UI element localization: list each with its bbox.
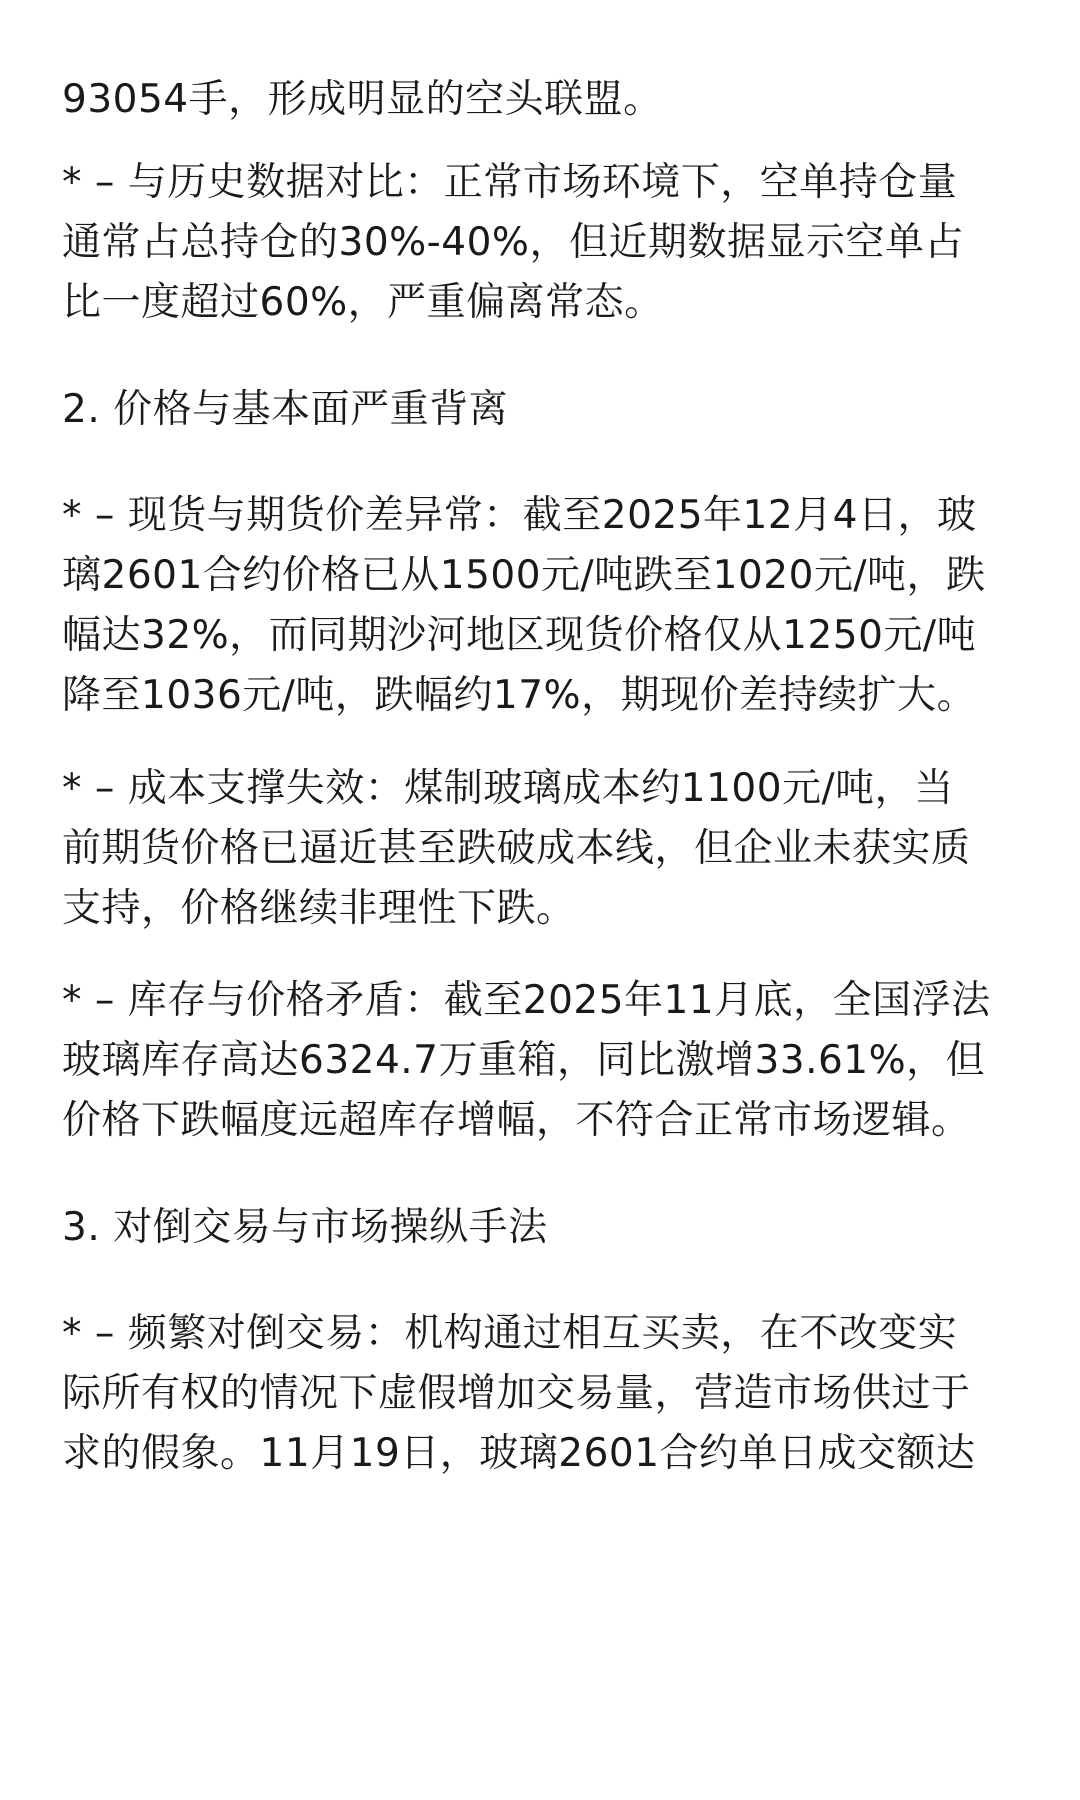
bullet-line: * – 现货与期货价差异常：截至2025年12月4日，玻 [62,493,977,538]
paragraph-line: 幅达32%，而同期沙河地区现货价格仅从1250元/吨 [62,613,977,658]
paragraph-line: 求的假象。11月19日，玻璃2601合约单日成交额达 [62,1431,976,1476]
bullet-line: * – 成本支撑失效：煤制玻璃成本约1100元/吨，当 [62,766,954,811]
paragraph-line: 璃2601合约价格已从1500元/吨跌至1020元/吨，跌 [62,553,986,598]
paragraph-line: 玻璃库存高达6324.7万重箱，同比激增33.61%，但 [62,1038,986,1083]
paragraph-line: 降至1036元/吨，跌幅约17%，期现价差持续扩大。 [62,673,977,718]
paragraph-line: 价格下跌幅度远超库存增幅，不符合正常市场逻辑。 [62,1098,971,1143]
bullet-line: * – 频繁对倒交易：机构通过相互买卖，在不改变实 [62,1311,958,1356]
bullet-line: * – 库存与价格矛盾：截至2025年11月底，全国浮法 [62,978,991,1023]
paragraph-line: 93054手，形成明显的空头联盟。 [62,77,663,122]
paragraph-line: 比一度超过60%，严重偏离常态。 [62,280,664,325]
section-heading: 2. 价格与基本面严重背离 [62,387,509,432]
paragraph-line: 通常占总持仓的30%-40%，但近期数据显示空单占 [62,220,964,265]
paragraph-line: 支持，价格继续非理性下跌。 [62,886,576,931]
paragraph-line: 际所有权的情况下虚假增加交易量，营造市场供过于 [62,1371,971,1416]
paragraph-line: 前期货价格已逼近甚至跌破成本线，但企业未获实质 [62,826,971,871]
bullet-line: * – 与历史数据对比：正常市场环境下，空单持仓量 [62,160,958,205]
section-heading: 3. 对倒交易与市场操纵手法 [62,1205,548,1250]
